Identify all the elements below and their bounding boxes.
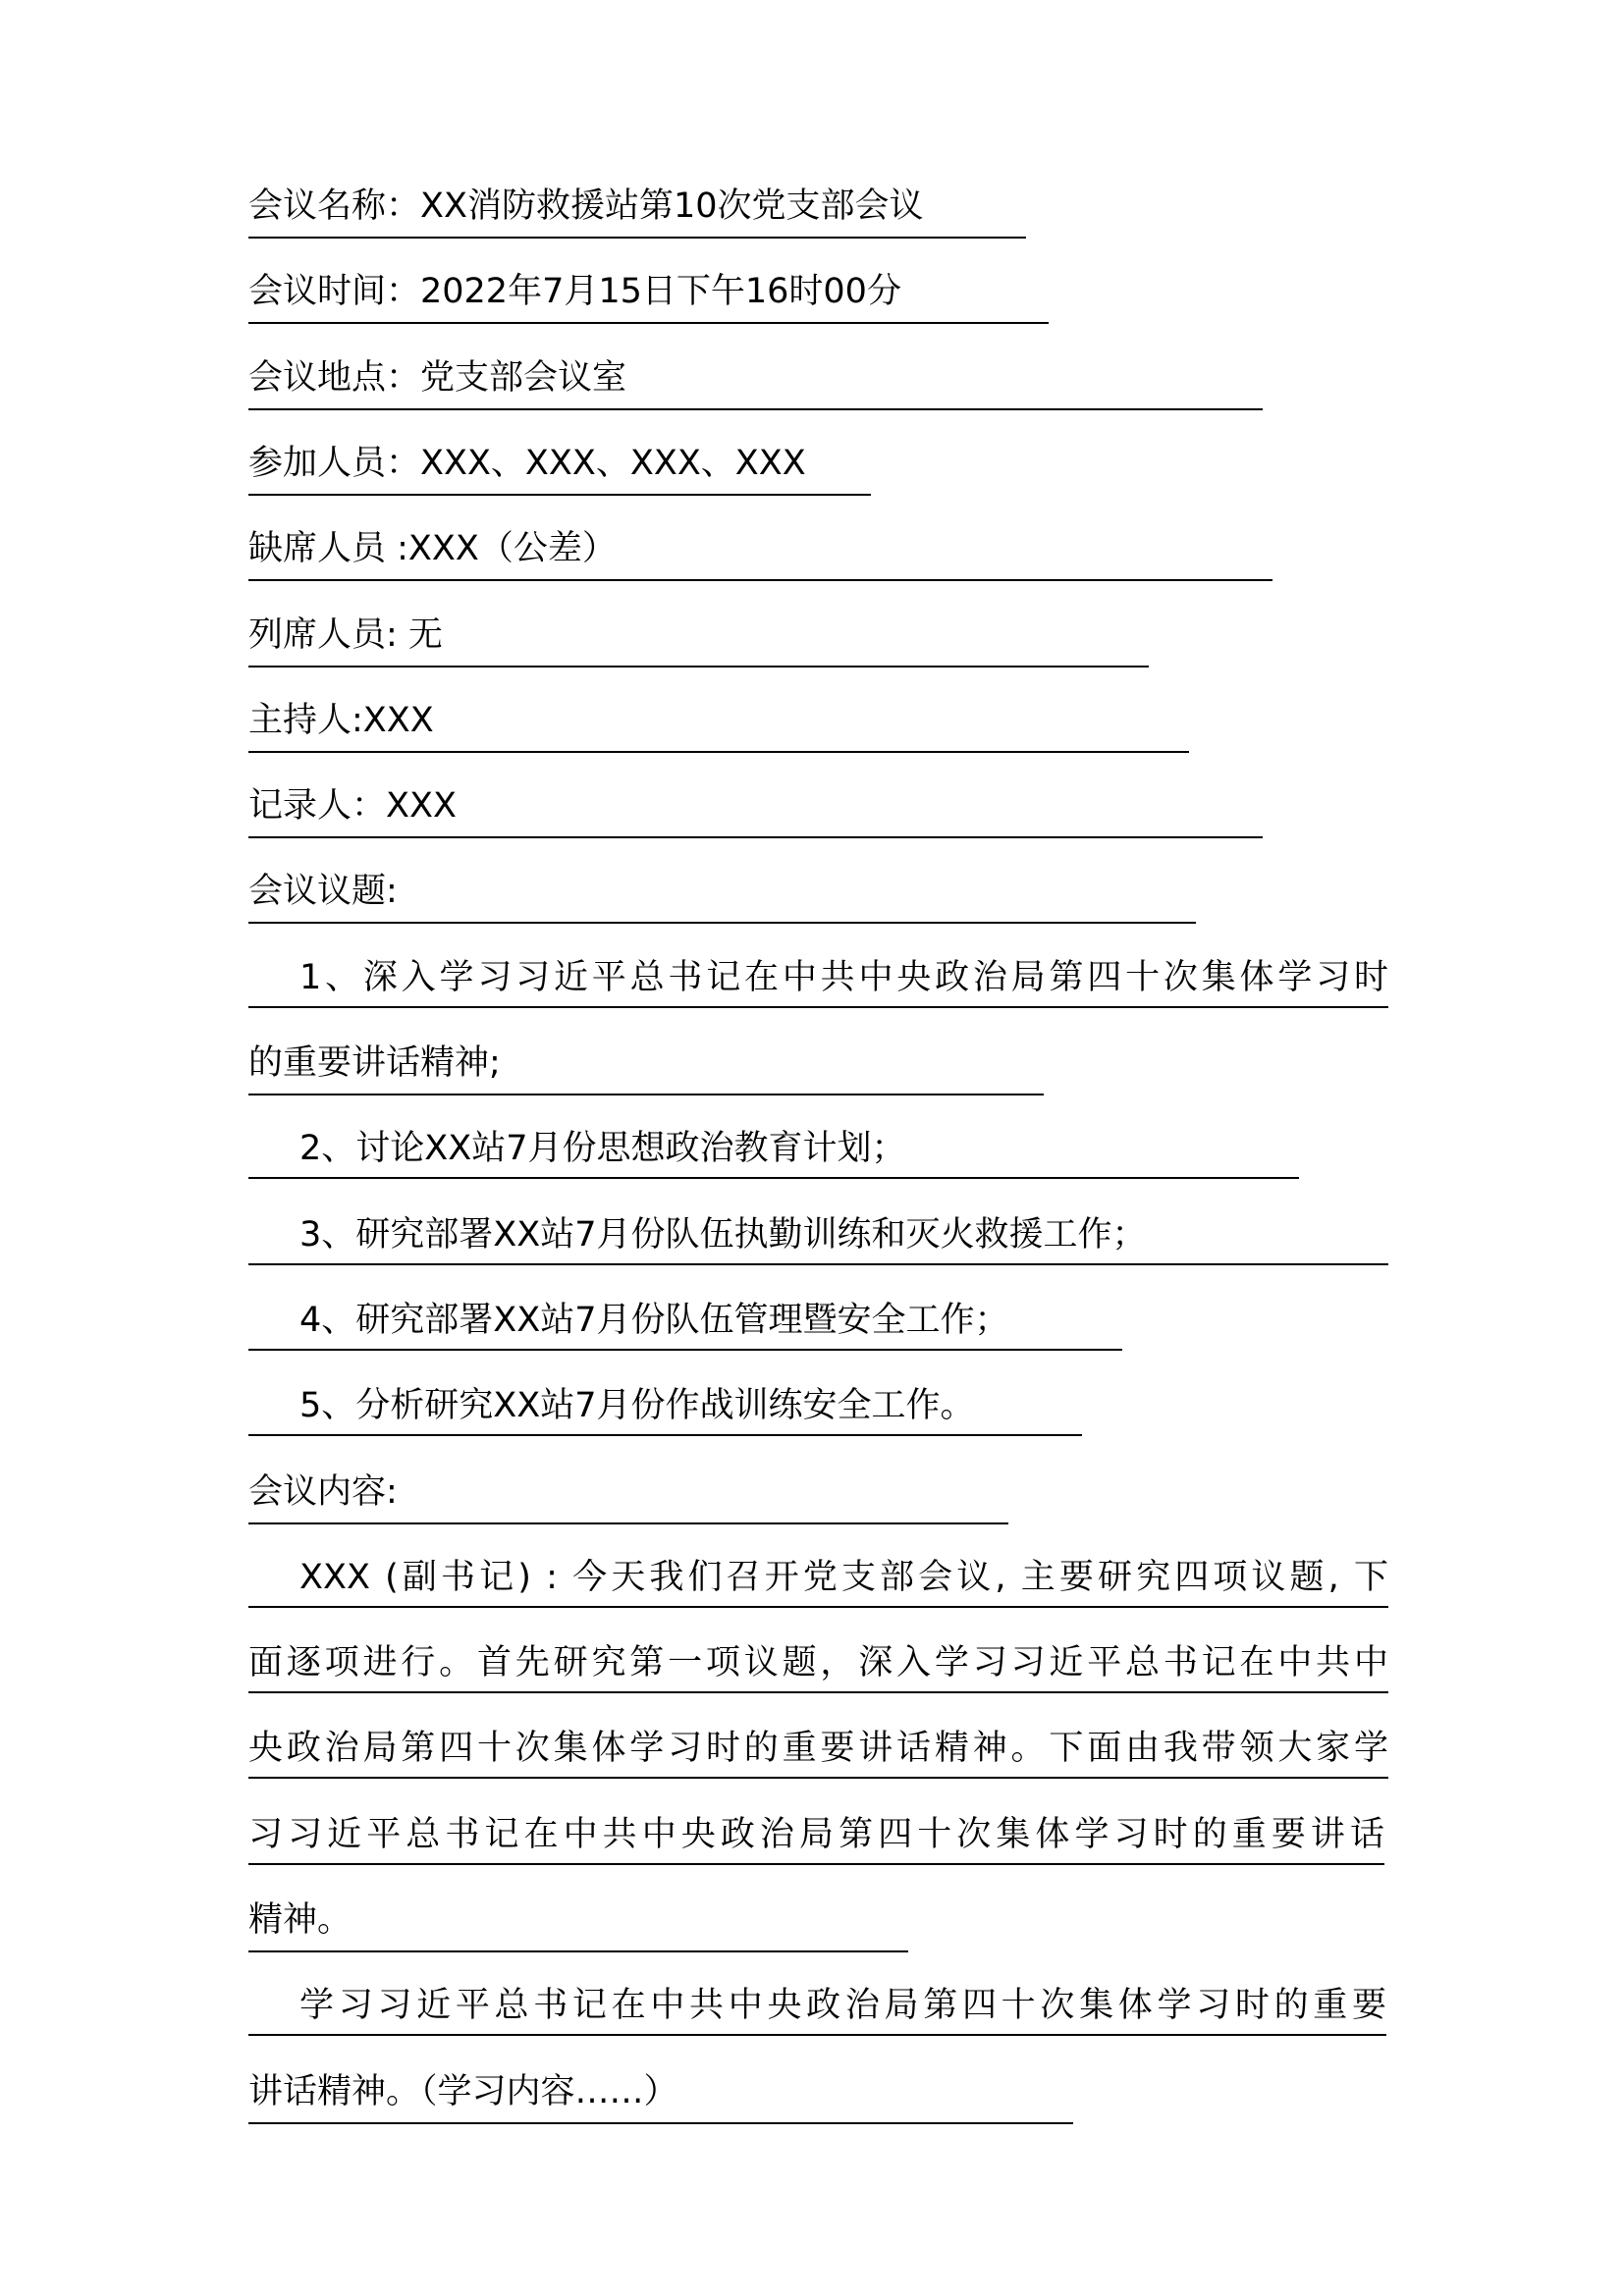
agenda-item: 1、深入学习习近平总书记在中共中央政治局第四十次集体学习时 [248,947,1388,1008]
meeting-name: 会议名称：XX消防救援站第10次党支部会议 [248,176,1026,239]
agenda-item: 4、研究部署XX站7月份队伍管理暨安全工作； [248,1290,1122,1351]
recorder: 记录人：XXX [248,775,1263,838]
content-line: XXX (副书记) : 今天我们召开党支部会议, 主要研究四项议题, 下 [248,1547,1388,1608]
meeting-time: 会议时间：2022年7月15日下午16时00分 [248,261,1049,324]
content-line: 学习习近平总书记在中共中央政治局第四十次集体学习时的重要 [248,1975,1386,2036]
host: 主持人:XXX [248,690,1189,753]
meeting-place: 会议地点：党支部会议室 [248,347,1263,410]
absentees: 缺席人员 :XXX（公差） [248,518,1272,581]
agenda-item: 2、讨论XX站7月份思想政治教育计划； [248,1118,1299,1179]
agenda-item: 5、分析研究XX站7月份作战训练安全工作。 [248,1375,1082,1436]
content-label: 会议内容: [248,1462,1008,1524]
content-line: 央政治局第四十次集体学习时的重要讲话精神。下面由我带领大家学 [248,1718,1388,1779]
content-line: 习习近平总书记在中共中央政治局第四十次集体学习时的重要讲话 [248,1804,1384,1865]
content-line: 讲话精神。（学习内容……） [248,2061,1073,2124]
content-line: 精神。 [248,1890,908,1952]
attendees: 参加人员：XXX、XXX、XXX、XXX [248,433,871,496]
agenda-label: 会议议题: [248,861,1196,924]
observers: 列席人员: 无 [248,605,1149,667]
agenda-item: 的重要讲话精神; [248,1033,1044,1095]
content-line: 面逐项进行。首先研究第一项议题，深入学习习近平总书记在中共中 [248,1632,1388,1693]
agenda-item: 3、研究部署XX站7月份队伍执勤训练和灭火救援工作； [248,1204,1388,1265]
